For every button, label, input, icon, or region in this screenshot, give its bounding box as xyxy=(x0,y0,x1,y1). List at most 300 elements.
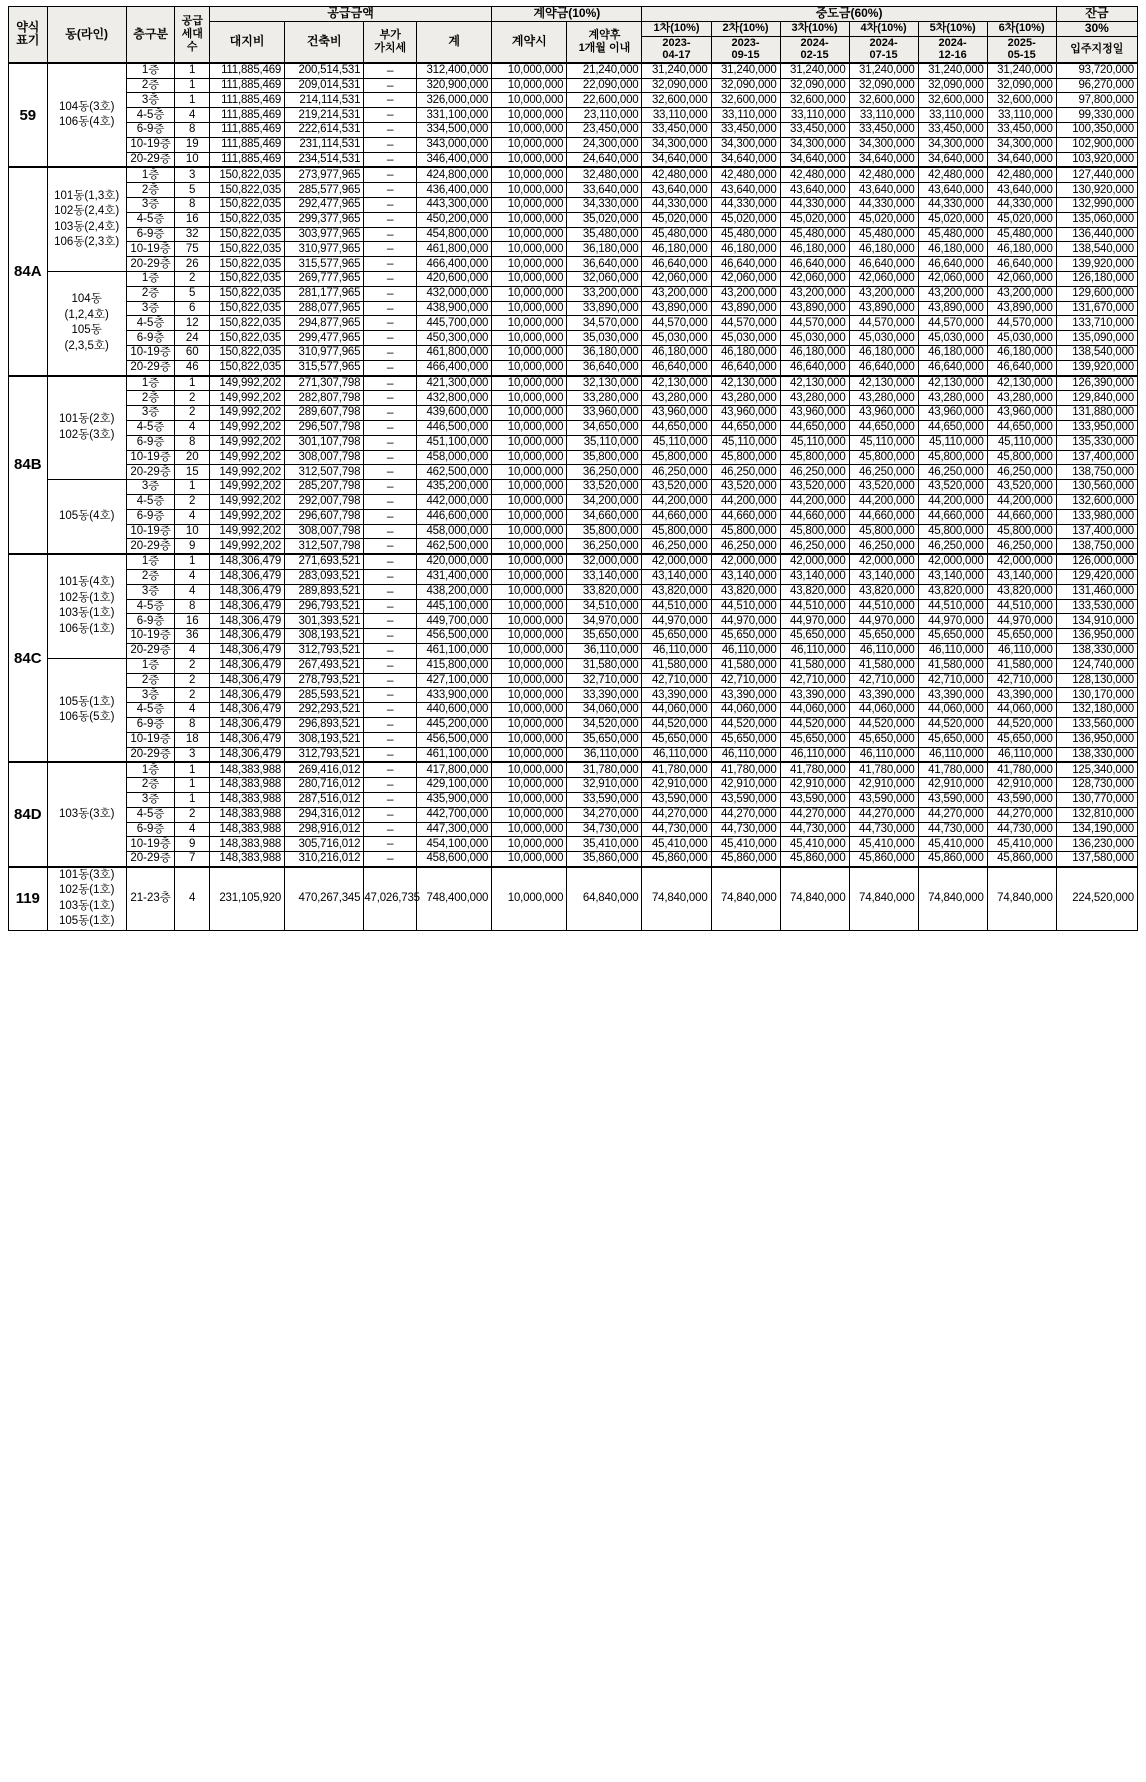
units-cell: 4 xyxy=(175,108,210,123)
interim-1-cell: 43,390,000 xyxy=(642,688,711,703)
dong-cell xyxy=(47,762,126,867)
table-row xyxy=(9,167,1138,182)
build-price-cell: 267,493,521 xyxy=(285,658,364,673)
contract-at-cell: 10,000,000 xyxy=(492,331,567,346)
header-interim-3-date xyxy=(780,36,849,63)
contract-at-cell: 10,000,000 xyxy=(492,778,567,793)
balance-cell: 128,730,000 xyxy=(1056,778,1137,793)
table-row xyxy=(9,391,1138,406)
interim-5-cell: 44,520,000 xyxy=(918,717,987,732)
contract-after-cell: 34,200,000 xyxy=(567,494,642,509)
interim-3-cell: 43,820,000 xyxy=(780,584,849,599)
header-interim-4-date-line2: 07-15 xyxy=(869,49,898,62)
land-price-cell: 150,822,035 xyxy=(210,198,285,213)
table-row xyxy=(9,778,1138,793)
interim-2-cell: 43,140,000 xyxy=(711,569,780,584)
interim-2-cell: 44,970,000 xyxy=(711,614,780,629)
vat-cell: – xyxy=(364,63,417,78)
contract-after-cell: 34,730,000 xyxy=(567,822,642,837)
interim-1-cell: 44,730,000 xyxy=(642,822,711,837)
interim-5-cell: 44,660,000 xyxy=(918,509,987,524)
vat-cell: – xyxy=(364,673,417,688)
interim-4-cell: 46,180,000 xyxy=(849,242,918,257)
interim-3-cell: 43,390,000 xyxy=(780,688,849,703)
build-price-cell: 294,877,965 xyxy=(285,316,364,331)
contract-at-cell: 10,000,000 xyxy=(492,78,567,93)
interim-4-cell: 34,640,000 xyxy=(849,152,918,167)
interim-1-cell: 41,580,000 xyxy=(642,658,711,673)
contract-after-cell: 36,180,000 xyxy=(567,346,642,361)
interim-4-cell: 46,250,000 xyxy=(849,465,918,480)
units-cell: 1 xyxy=(175,778,210,793)
interim-3-cell: 45,110,000 xyxy=(780,435,849,450)
balance-cell: 132,990,000 xyxy=(1056,198,1137,213)
contract-after-cell: 32,910,000 xyxy=(567,778,642,793)
interim-1-cell: 31,240,000 xyxy=(642,63,711,78)
header-interim-6-date-line2: 05-15 xyxy=(1007,49,1036,62)
table-row xyxy=(9,554,1138,569)
dong-line: 106동(4호) xyxy=(58,116,115,129)
header-abbrev-line2: 표기 xyxy=(16,33,40,48)
interim-3-cell: 45,480,000 xyxy=(780,227,849,242)
floor-cell: 6-9층 xyxy=(126,123,175,138)
interim-3-cell: 74,840,000 xyxy=(780,867,849,931)
floor-cell: 4-5층 xyxy=(126,212,175,227)
vat-cell: – xyxy=(364,778,417,793)
vat-cell: – xyxy=(364,629,417,644)
interim-5-cell: 45,800,000 xyxy=(918,450,987,465)
build-price-cell: 294,316,012 xyxy=(285,807,364,822)
contract-after-cell: 21,240,000 xyxy=(567,63,642,78)
unit-type-cell: 59 xyxy=(9,63,48,168)
contract-after-cell: 36,180,000 xyxy=(567,242,642,257)
interim-2-cell: 46,250,000 xyxy=(711,465,780,480)
interim-2-cell: 46,110,000 xyxy=(711,747,780,762)
total-price-cell: 443,300,000 xyxy=(417,198,492,213)
build-price-cell: 231,114,531 xyxy=(285,137,364,152)
land-price-cell: 148,306,479 xyxy=(210,703,285,718)
floor-cell: 1층 xyxy=(126,762,175,777)
dong-cell xyxy=(47,63,126,168)
interim-6-cell: 32,090,000 xyxy=(987,78,1056,93)
floor-cell: 20-29층 xyxy=(126,747,175,762)
interim-3-cell: 43,200,000 xyxy=(780,286,849,301)
contract-after-cell: 32,000,000 xyxy=(567,554,642,569)
table-row xyxy=(9,421,1138,436)
interim-1-cell: 33,450,000 xyxy=(642,123,711,138)
land-price-cell: 149,992,202 xyxy=(210,391,285,406)
balance-cell: 129,420,000 xyxy=(1056,569,1137,584)
interim-6-cell: 42,480,000 xyxy=(987,167,1056,182)
build-price-cell: 299,477,965 xyxy=(285,331,364,346)
balance-cell: 136,440,000 xyxy=(1056,227,1137,242)
total-price-cell: 429,100,000 xyxy=(417,778,492,793)
table-row xyxy=(9,450,1138,465)
vat-cell: – xyxy=(364,494,417,509)
contract-after-cell: 34,970,000 xyxy=(567,614,642,629)
land-price-cell: 231,105,920 xyxy=(210,867,285,931)
floor-cell: 2층 xyxy=(126,673,175,688)
table-row xyxy=(9,286,1138,301)
header-interim-4-date xyxy=(849,36,918,63)
land-price-cell: 150,822,035 xyxy=(210,257,285,272)
balance-cell: 124,740,000 xyxy=(1056,658,1137,673)
interim-5-cell: 44,510,000 xyxy=(918,599,987,614)
contract-after-cell: 32,060,000 xyxy=(567,272,642,287)
build-price-cell: 285,577,965 xyxy=(285,183,364,198)
interim-6-cell: 45,410,000 xyxy=(987,837,1056,852)
units-cell: 4 xyxy=(175,867,210,931)
land-price-cell: 150,822,035 xyxy=(210,331,285,346)
land-price-cell: 148,306,479 xyxy=(210,599,285,614)
vat-cell: – xyxy=(364,360,417,375)
land-price-cell: 149,992,202 xyxy=(210,406,285,421)
header-contract-after xyxy=(567,21,642,63)
total-price-cell: 461,800,000 xyxy=(417,242,492,257)
total-price-cell: 312,400,000 xyxy=(417,63,492,78)
interim-5-cell: 45,650,000 xyxy=(918,732,987,747)
interim-3-cell: 44,270,000 xyxy=(780,807,849,822)
units-cell: 2 xyxy=(175,272,210,287)
interim-2-cell: 42,910,000 xyxy=(711,778,780,793)
units-cell: 4 xyxy=(175,569,210,584)
build-price-cell: 285,593,521 xyxy=(285,688,364,703)
interim-2-cell: 32,600,000 xyxy=(711,93,780,108)
contract-after-cell: 24,640,000 xyxy=(567,152,642,167)
interim-4-cell: 42,060,000 xyxy=(849,272,918,287)
build-price-cell: 234,514,531 xyxy=(285,152,364,167)
interim-3-cell: 42,060,000 xyxy=(780,272,849,287)
floor-cell: 1층 xyxy=(126,376,175,391)
header-interim-6-date xyxy=(987,36,1056,63)
interim-3-cell: 46,640,000 xyxy=(780,257,849,272)
table-row xyxy=(9,509,1138,524)
interim-6-cell: 44,660,000 xyxy=(987,509,1056,524)
total-price-cell: 432,000,000 xyxy=(417,286,492,301)
balance-cell: 139,920,000 xyxy=(1056,257,1137,272)
interim-1-cell: 45,800,000 xyxy=(642,450,711,465)
table-row xyxy=(9,272,1138,287)
dong-cell xyxy=(47,480,126,554)
table-row xyxy=(9,212,1138,227)
interim-4-cell: 45,650,000 xyxy=(849,629,918,644)
build-price-cell: 285,207,798 xyxy=(285,480,364,495)
build-price-cell: 209,014,531 xyxy=(285,78,364,93)
build-price-cell: 301,107,798 xyxy=(285,435,364,450)
interim-5-cell: 45,030,000 xyxy=(918,331,987,346)
land-price-cell: 148,306,479 xyxy=(210,629,285,644)
balance-cell: 129,600,000 xyxy=(1056,286,1137,301)
contract-after-cell: 35,650,000 xyxy=(567,732,642,747)
contract-after-cell: 22,090,000 xyxy=(567,78,642,93)
interim-4-cell: 46,640,000 xyxy=(849,257,918,272)
contract-at-cell: 10,000,000 xyxy=(492,346,567,361)
build-price-cell: 308,007,798 xyxy=(285,450,364,465)
dong-line: 103동(1호) xyxy=(58,607,115,620)
contract-after-cell: 34,520,000 xyxy=(567,717,642,732)
balance-cell: 93,720,000 xyxy=(1056,63,1137,78)
units-cell: 2 xyxy=(175,807,210,822)
interim-3-cell: 45,650,000 xyxy=(780,629,849,644)
land-price-cell: 148,306,479 xyxy=(210,614,285,629)
interim-2-cell: 45,030,000 xyxy=(711,331,780,346)
land-price-cell: 149,992,202 xyxy=(210,539,285,554)
balance-cell: 126,000,000 xyxy=(1056,554,1137,569)
table-header xyxy=(9,7,1138,63)
contract-after-cell: 32,710,000 xyxy=(567,673,642,688)
total-price-cell: 420,600,000 xyxy=(417,272,492,287)
vat-cell: – xyxy=(364,257,417,272)
interim-1-cell: 45,480,000 xyxy=(642,227,711,242)
interim-6-cell: 44,970,000 xyxy=(987,614,1056,629)
interim-5-cell: 44,270,000 xyxy=(918,807,987,822)
units-cell: 5 xyxy=(175,286,210,301)
contract-at-cell: 10,000,000 xyxy=(492,822,567,837)
interim-2-cell: 45,800,000 xyxy=(711,450,780,465)
interim-6-cell: 45,020,000 xyxy=(987,212,1056,227)
interim-6-cell: 46,180,000 xyxy=(987,242,1056,257)
total-price-cell: 462,500,000 xyxy=(417,465,492,480)
header-contract-after-line1: 계약후 xyxy=(588,29,621,42)
build-price-cell: 312,507,798 xyxy=(285,539,364,554)
dong-line: 102동(2,4호) xyxy=(54,205,120,218)
interim-6-cell: 45,650,000 xyxy=(987,732,1056,747)
total-price-cell: 433,900,000 xyxy=(417,688,492,703)
contract-at-cell: 10,000,000 xyxy=(492,316,567,331)
interim-6-cell: 41,780,000 xyxy=(987,762,1056,777)
land-price-cell: 148,383,988 xyxy=(210,837,285,852)
interim-5-cell: 46,640,000 xyxy=(918,360,987,375)
land-price-cell: 150,822,035 xyxy=(210,227,285,242)
interim-1-cell: 43,590,000 xyxy=(642,792,711,807)
build-price-cell: 219,214,531 xyxy=(285,108,364,123)
supply-price-table xyxy=(8,6,1138,931)
contract-at-cell: 10,000,000 xyxy=(492,108,567,123)
balance-cell: 133,710,000 xyxy=(1056,316,1137,331)
floor-cell: 1층 xyxy=(126,63,175,78)
build-price-cell: 273,977,965 xyxy=(285,167,364,182)
interim-2-cell: 44,650,000 xyxy=(711,421,780,436)
interim-4-cell: 44,650,000 xyxy=(849,421,918,436)
total-price-cell: 445,200,000 xyxy=(417,717,492,732)
contract-at-cell: 10,000,000 xyxy=(492,688,567,703)
vat-cell: – xyxy=(364,123,417,138)
interim-4-cell: 46,110,000 xyxy=(849,747,918,762)
interim-3-cell: 45,410,000 xyxy=(780,837,849,852)
interim-6-cell: 44,570,000 xyxy=(987,316,1056,331)
interim-3-cell: 34,640,000 xyxy=(780,152,849,167)
balance-cell: 137,400,000 xyxy=(1056,450,1137,465)
floor-cell: 10-19층 xyxy=(126,450,175,465)
contract-at-cell: 10,000,000 xyxy=(492,286,567,301)
interim-1-cell: 45,110,000 xyxy=(642,435,711,450)
vat-cell: – xyxy=(364,717,417,732)
interim-1-cell: 45,410,000 xyxy=(642,837,711,852)
balance-cell: 134,190,000 xyxy=(1056,822,1137,837)
contract-at-cell: 10,000,000 xyxy=(492,509,567,524)
units-cell: 4 xyxy=(175,822,210,837)
interim-4-cell: 41,580,000 xyxy=(849,658,918,673)
balance-cell: 224,520,000 xyxy=(1056,867,1137,931)
total-price-cell: 450,200,000 xyxy=(417,212,492,227)
interim-3-cell: 44,660,000 xyxy=(780,509,849,524)
contract-after-cell: 23,110,000 xyxy=(567,108,642,123)
interim-5-cell: 34,300,000 xyxy=(918,137,987,152)
interim-4-cell: 44,060,000 xyxy=(849,703,918,718)
build-price-cell: 303,977,965 xyxy=(285,227,364,242)
header-contract-at: 계약시 xyxy=(492,21,567,63)
table-row xyxy=(9,822,1138,837)
floor-cell: 3층 xyxy=(126,480,175,495)
interim-4-cell: 44,970,000 xyxy=(849,614,918,629)
table-row xyxy=(9,346,1138,361)
interim-6-cell: 43,280,000 xyxy=(987,391,1056,406)
total-price-cell: 442,700,000 xyxy=(417,807,492,822)
contract-after-cell: 23,450,000 xyxy=(567,123,642,138)
land-price-cell: 148,383,988 xyxy=(210,778,285,793)
interim-5-cell: 45,650,000 xyxy=(918,629,987,644)
contract-after-cell: 34,650,000 xyxy=(567,421,642,436)
floor-cell: 20-29층 xyxy=(126,360,175,375)
units-cell: 4 xyxy=(175,643,210,658)
vat-cell: – xyxy=(364,137,417,152)
header-interim-6-label: 6차(10%) xyxy=(987,21,1056,36)
floor-cell: 4-5층 xyxy=(126,599,175,614)
interim-1-cell: 74,840,000 xyxy=(642,867,711,931)
interim-5-cell: 43,520,000 xyxy=(918,480,987,495)
balance-cell: 126,180,000 xyxy=(1056,272,1137,287)
floor-cell: 6-9층 xyxy=(126,435,175,450)
table-row xyxy=(9,599,1138,614)
land-price-cell: 149,992,202 xyxy=(210,509,285,524)
vat-cell: – xyxy=(364,584,417,599)
floor-cell: 10-19층 xyxy=(126,346,175,361)
build-price-cell: 289,893,521 xyxy=(285,584,364,599)
dong-line: 104동(3호) xyxy=(58,100,115,113)
header-units-line2: 세대 xyxy=(181,28,203,41)
vat-cell: – xyxy=(364,316,417,331)
interim-3-cell: 44,200,000 xyxy=(780,494,849,509)
vat-cell: – xyxy=(364,346,417,361)
contract-at-cell: 10,000,000 xyxy=(492,465,567,480)
interim-6-cell: 45,860,000 xyxy=(987,852,1056,867)
interim-5-cell: 43,820,000 xyxy=(918,584,987,599)
units-cell: 32 xyxy=(175,227,210,242)
units-cell: 8 xyxy=(175,435,210,450)
contract-after-cell: 22,600,000 xyxy=(567,93,642,108)
interim-5-cell: 41,780,000 xyxy=(918,762,987,777)
interim-4-cell: 45,800,000 xyxy=(849,450,918,465)
dong-line: 101동(1,3호) xyxy=(54,189,120,202)
interim-2-cell: 41,580,000 xyxy=(711,658,780,673)
contract-after-cell: 36,110,000 xyxy=(567,643,642,658)
total-price-cell: 450,300,000 xyxy=(417,331,492,346)
interim-3-cell: 42,910,000 xyxy=(780,778,849,793)
land-price-cell: 111,885,469 xyxy=(210,108,285,123)
interim-2-cell: 43,960,000 xyxy=(711,406,780,421)
header-interim-1-date-line1: 2023- xyxy=(662,36,691,49)
contract-at-cell: 10,000,000 xyxy=(492,450,567,465)
total-price-cell: 458,000,000 xyxy=(417,450,492,465)
total-price-cell: 748,400,000 xyxy=(417,867,492,931)
contract-at-cell: 10,000,000 xyxy=(492,762,567,777)
interim-2-cell: 45,800,000 xyxy=(711,524,780,539)
balance-cell: 133,980,000 xyxy=(1056,509,1137,524)
interim-2-cell: 45,650,000 xyxy=(711,732,780,747)
interim-5-cell: 45,020,000 xyxy=(918,212,987,227)
header-balance-pct: 30% xyxy=(1056,21,1137,36)
table-row xyxy=(9,93,1138,108)
floor-cell: 20-29층 xyxy=(126,539,175,554)
interim-2-cell: 45,110,000 xyxy=(711,435,780,450)
balance-cell: 137,400,000 xyxy=(1056,524,1137,539)
table-row xyxy=(9,807,1138,822)
land-price-cell: 148,383,988 xyxy=(210,792,285,807)
balance-cell: 132,600,000 xyxy=(1056,494,1137,509)
interim-6-cell: 45,650,000 xyxy=(987,629,1056,644)
interim-1-cell: 43,960,000 xyxy=(642,406,711,421)
build-price-cell: 222,614,531 xyxy=(285,123,364,138)
build-price-cell: 214,114,531 xyxy=(285,93,364,108)
land-price-cell: 111,885,469 xyxy=(210,63,285,78)
interim-4-cell: 43,200,000 xyxy=(849,286,918,301)
contract-at-cell: 10,000,000 xyxy=(492,167,567,182)
interim-6-cell: 44,730,000 xyxy=(987,822,1056,837)
interim-5-cell: 46,180,000 xyxy=(918,346,987,361)
header-interim-5-date-line1: 2024- xyxy=(938,36,967,49)
interim-3-cell: 42,480,000 xyxy=(780,167,849,182)
header-floor: 층구분 xyxy=(126,7,175,63)
interim-5-cell: 42,000,000 xyxy=(918,554,987,569)
vat-cell: – xyxy=(364,703,417,718)
header-group-contract: 계약금(10%) xyxy=(492,7,642,22)
land-price-cell: 149,992,202 xyxy=(210,376,285,391)
contract-after-cell: 35,110,000 xyxy=(567,435,642,450)
interim-5-cell: 46,250,000 xyxy=(918,465,987,480)
dong-line: 102동(1호) xyxy=(58,884,115,897)
interim-1-cell: 46,640,000 xyxy=(642,257,711,272)
interim-6-cell: 32,600,000 xyxy=(987,93,1056,108)
table-row xyxy=(9,658,1138,673)
floor-cell: 3층 xyxy=(126,406,175,421)
floor-cell: 2층 xyxy=(126,78,175,93)
units-cell: 20 xyxy=(175,450,210,465)
interim-5-cell: 43,280,000 xyxy=(918,391,987,406)
interim-4-cell: 44,730,000 xyxy=(849,822,918,837)
vat-cell: – xyxy=(364,212,417,227)
balance-cell: 130,920,000 xyxy=(1056,183,1137,198)
floor-cell: 3층 xyxy=(126,198,175,213)
header-dong: 동(라인) xyxy=(47,7,126,63)
interim-4-cell: 44,510,000 xyxy=(849,599,918,614)
interim-3-cell: 33,450,000 xyxy=(780,123,849,138)
build-price-cell: 310,977,965 xyxy=(285,242,364,257)
balance-cell: 133,560,000 xyxy=(1056,717,1137,732)
interim-6-cell: 43,890,000 xyxy=(987,301,1056,316)
total-price-cell: 435,900,000 xyxy=(417,792,492,807)
interim-6-cell: 45,480,000 xyxy=(987,227,1056,242)
interim-2-cell: 43,390,000 xyxy=(711,688,780,703)
floor-cell: 6-9층 xyxy=(126,509,175,524)
interim-2-cell: 41,780,000 xyxy=(711,762,780,777)
total-price-cell: 326,000,000 xyxy=(417,93,492,108)
interim-5-cell: 42,130,000 xyxy=(918,376,987,391)
unit-type-cell: 84B xyxy=(9,376,48,555)
balance-cell: 126,390,000 xyxy=(1056,376,1137,391)
header-group-balance: 잔금 xyxy=(1056,7,1137,22)
vat-cell: – xyxy=(364,807,417,822)
contract-after-cell: 33,640,000 xyxy=(567,183,642,198)
